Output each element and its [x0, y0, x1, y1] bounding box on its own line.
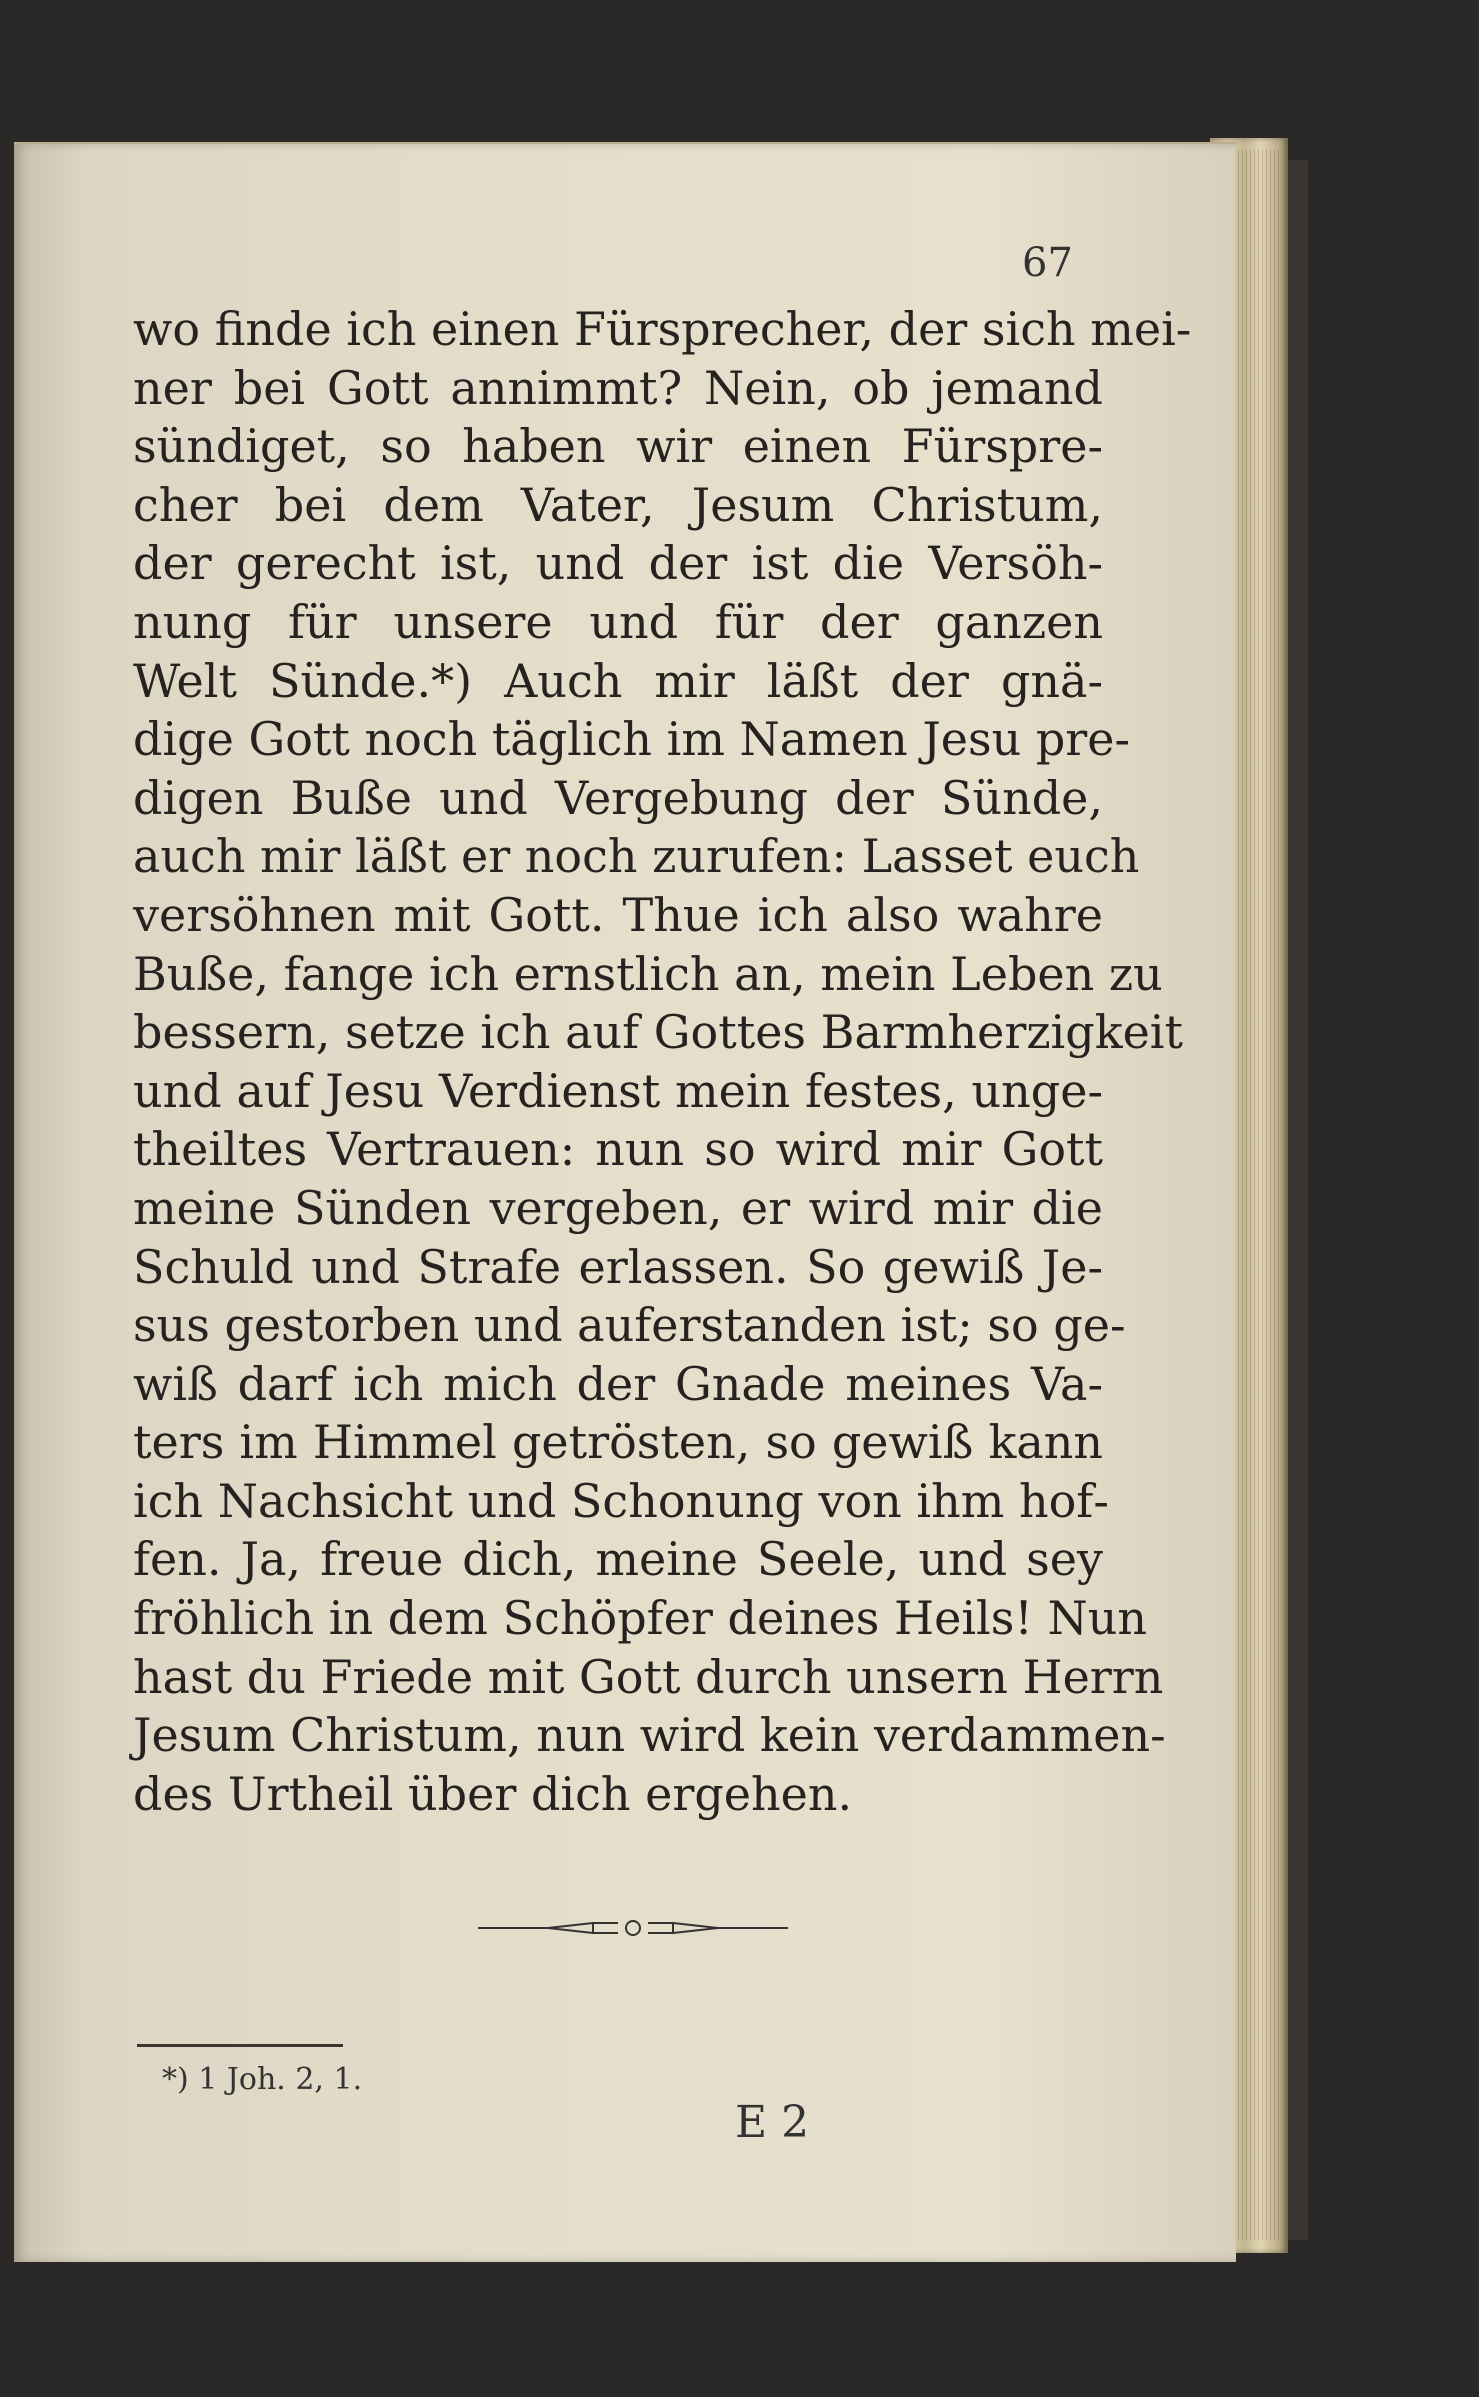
- text-line: Jesum Christum, nun wird kein verdammen‑: [133, 1708, 1166, 1763]
- text-line: des Urtheil über dich ergehen.: [133, 1766, 853, 1821]
- text-line: digen Buße und Vergebung der Sünde,: [133, 770, 1103, 825]
- text-line: Schuld und Strafe erlassen. So gewiß Je‑: [133, 1239, 1103, 1294]
- book-cover-edge: [1288, 160, 1308, 2240]
- text-line: der gerecht ist, und der ist die Versöh‑: [133, 536, 1103, 591]
- text-line: hast du Friede mit Gott durch unsern Herrn: [133, 1649, 1164, 1704]
- text-line: ters im Himmel getrösten, so gewiß kann: [133, 1415, 1103, 1470]
- page-number: 67: [1022, 240, 1073, 286]
- text-line: auch mir läßt er noch zurufen: Lasset euch: [133, 829, 1140, 884]
- text-line: und auf Jesu Verdienst mein festes, unge‑: [133, 1063, 1103, 1118]
- text-line: wiß darf ich mich der Gnade meines Va‑: [133, 1356, 1103, 1411]
- text-line: ich Nachsicht und Schonung von ihm hof‑: [133, 1473, 1109, 1528]
- text-line: versöhnen mit Gott. Thue ich also wahre: [133, 887, 1103, 942]
- text-line: fen. Ja, freue dich, meine Seele, und sey: [133, 1532, 1103, 1587]
- text-line: meine Sünden vergeben, er wird mir die: [133, 1180, 1103, 1235]
- footnote: *) 1 Joh. 2, 1.: [162, 2062, 363, 2097]
- text-line: sus gestorben und auferstanden ist; so ge‑: [133, 1298, 1126, 1353]
- text-line: sündiget, so haben wir einen Fürspre‑: [133, 419, 1103, 474]
- body-text: [133, 300, 1192, 1823]
- text-line: bessern, setze ich auf Gottes Barmherzigkeit: [133, 1005, 1184, 1060]
- text-line: Welt Sünde.*) Auch mir läßt der gnä‑: [133, 653, 1103, 708]
- text-line: Buße, fange ich ernstlich an, mein Leben zu: [133, 946, 1163, 1001]
- text-line: nung für unsere und für der ganzen: [133, 594, 1103, 649]
- text-line: cher bei dem Vater, Jesum Christum,: [133, 477, 1103, 532]
- text-line: dige Gott noch täglich im Namen Jesu pre‑: [133, 712, 1131, 767]
- signature-mark: E 2: [735, 2097, 810, 2148]
- text-line: theiltes Vertrauen: nun so wird mir Gott: [133, 1122, 1103, 1177]
- text-line: fröhlich in dem Schöpfer deines Heils! Nun: [133, 1591, 1147, 1646]
- ornament-divider-icon: [478, 1913, 788, 1943]
- footnote-rule: [137, 2044, 343, 2047]
- text-line: wo finde ich einen Fürsprecher, der sich mei‑: [133, 302, 1192, 356]
- text-line: ner bei Gott annimmt? Nein, ob jemand: [133, 360, 1103, 415]
